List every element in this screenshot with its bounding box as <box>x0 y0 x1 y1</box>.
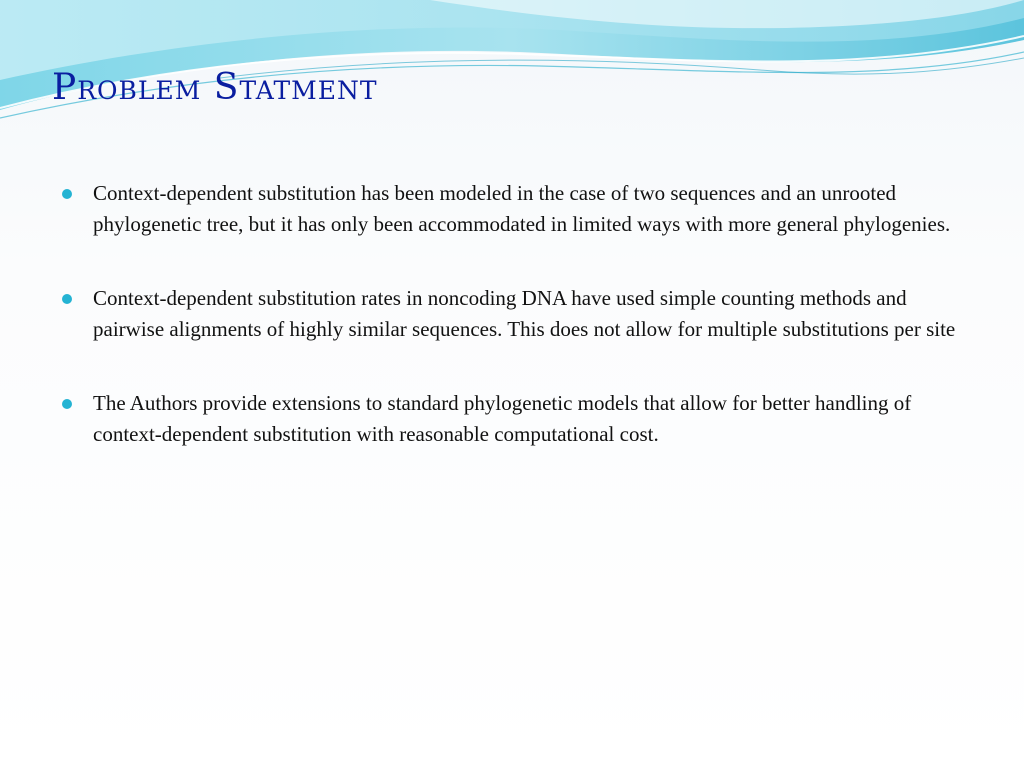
list-item <box>62 283 962 345</box>
bullet-dot-icon <box>62 189 72 199</box>
bullet-dot-icon <box>62 294 72 304</box>
slide-title: Problem Statment <box>52 67 378 108</box>
bullet-text: The Authors provide extensions to standard phylogenetic models that allow for better handling of context-dependent substitution with reasonable computational cost. <box>93 391 912 446</box>
list-item <box>62 388 962 450</box>
bullet-dot-icon <box>62 399 72 409</box>
bullet-text: Context-dependent substitution rates in noncoding DNA have used simple counting methods and pairwise alignments of highly similar sequences. This does not allow for multiple substitutions per site <box>93 286 956 341</box>
bullet-text: Context-dependent substitution has been modeled in the case of two sequences and an unrooted phylogenetic tree, but it has only been accommodated in limited ways with more general phylogenies. <box>93 181 951 236</box>
bullet-list <box>62 178 962 493</box>
list-item <box>62 178 962 240</box>
